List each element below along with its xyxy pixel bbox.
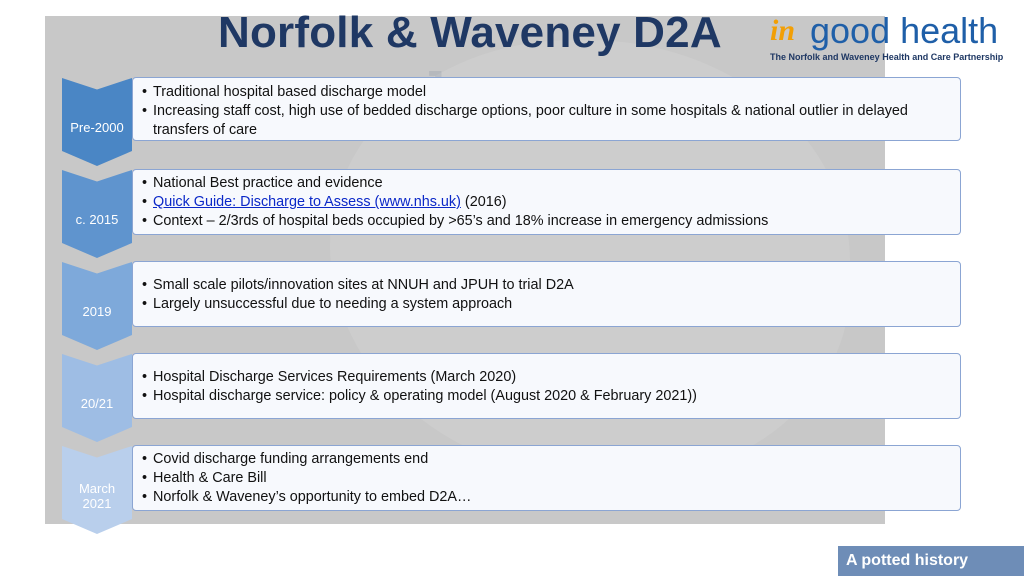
bullet-item: • Small scale pilots/innovation sites at NNUH and JPUH to trial D2A — [142, 276, 940, 295]
quick-guide-link[interactable]: Quick Guide: Discharge to Assess (www.nhs.uk) — [153, 194, 461, 210]
bullet-item: • National Best practice and evidence — [142, 174, 940, 193]
bullet-item: • Largely unsuccessful due to needing a system approach — [142, 295, 940, 314]
logo-tagline: The Norfolk and Waveney Health and Care Partnership — [770, 52, 1004, 62]
timeline-card-2019 — [132, 261, 961, 327]
bullet-item — [142, 193, 940, 212]
timeline-card-2015 — [132, 169, 961, 235]
timeline-period-label: 2019 — [82, 304, 112, 319]
bullet-item: • Hospital discharge service: policy & operating model (August 2020 & February 2021)) — [142, 387, 940, 406]
timeline-period-label: c. 2015 — [75, 212, 119, 227]
bullet-item: • Health & Care Bill — [142, 469, 940, 488]
logo-prefix: in — [770, 14, 796, 47]
bullet-item: • Hospital Discharge Services Requirements (March 2020) — [142, 368, 940, 387]
timeline-period-label — [62, 481, 132, 511]
logo-wordmark: good health — [810, 10, 999, 51]
bullet-item: • Context – 2/3rds of hospital beds occupied by >65’s and 18% increase in emergency admissions — [142, 212, 940, 231]
footer-banner — [838, 546, 1024, 576]
bullet-item: • Covid discharge funding arrangements end — [142, 450, 940, 469]
period-word: March — [78, 481, 116, 496]
timeline-card-2021 — [132, 353, 961, 419]
bullet-item: • Traditional hospital based discharge model — [142, 83, 940, 102]
organisation-logo — [768, 8, 1018, 68]
timeline-period-label: Pre-2000 — [70, 120, 124, 135]
timeline-card-march-2021 — [132, 445, 961, 511]
timeline-card-pre-2000 — [132, 77, 961, 141]
footer-label: A potted history — [846, 552, 969, 569]
slide-title: Norfolk & Waveney D2A — [218, 8, 722, 57]
timeline-period-label: 20/21 — [80, 396, 114, 411]
bullet-suffix: (2016) — [460, 194, 507, 210]
bullet-item: • Increasing staff cost, high use of bedded discharge options, poor culture in some hospitals & national outlier in delayed transfers of care — [142, 102, 940, 140]
period-year: 2021 — [82, 496, 112, 511]
bullet-item: • Norfolk & Waveney’s opportunity to embed D2A… — [142, 488, 940, 507]
